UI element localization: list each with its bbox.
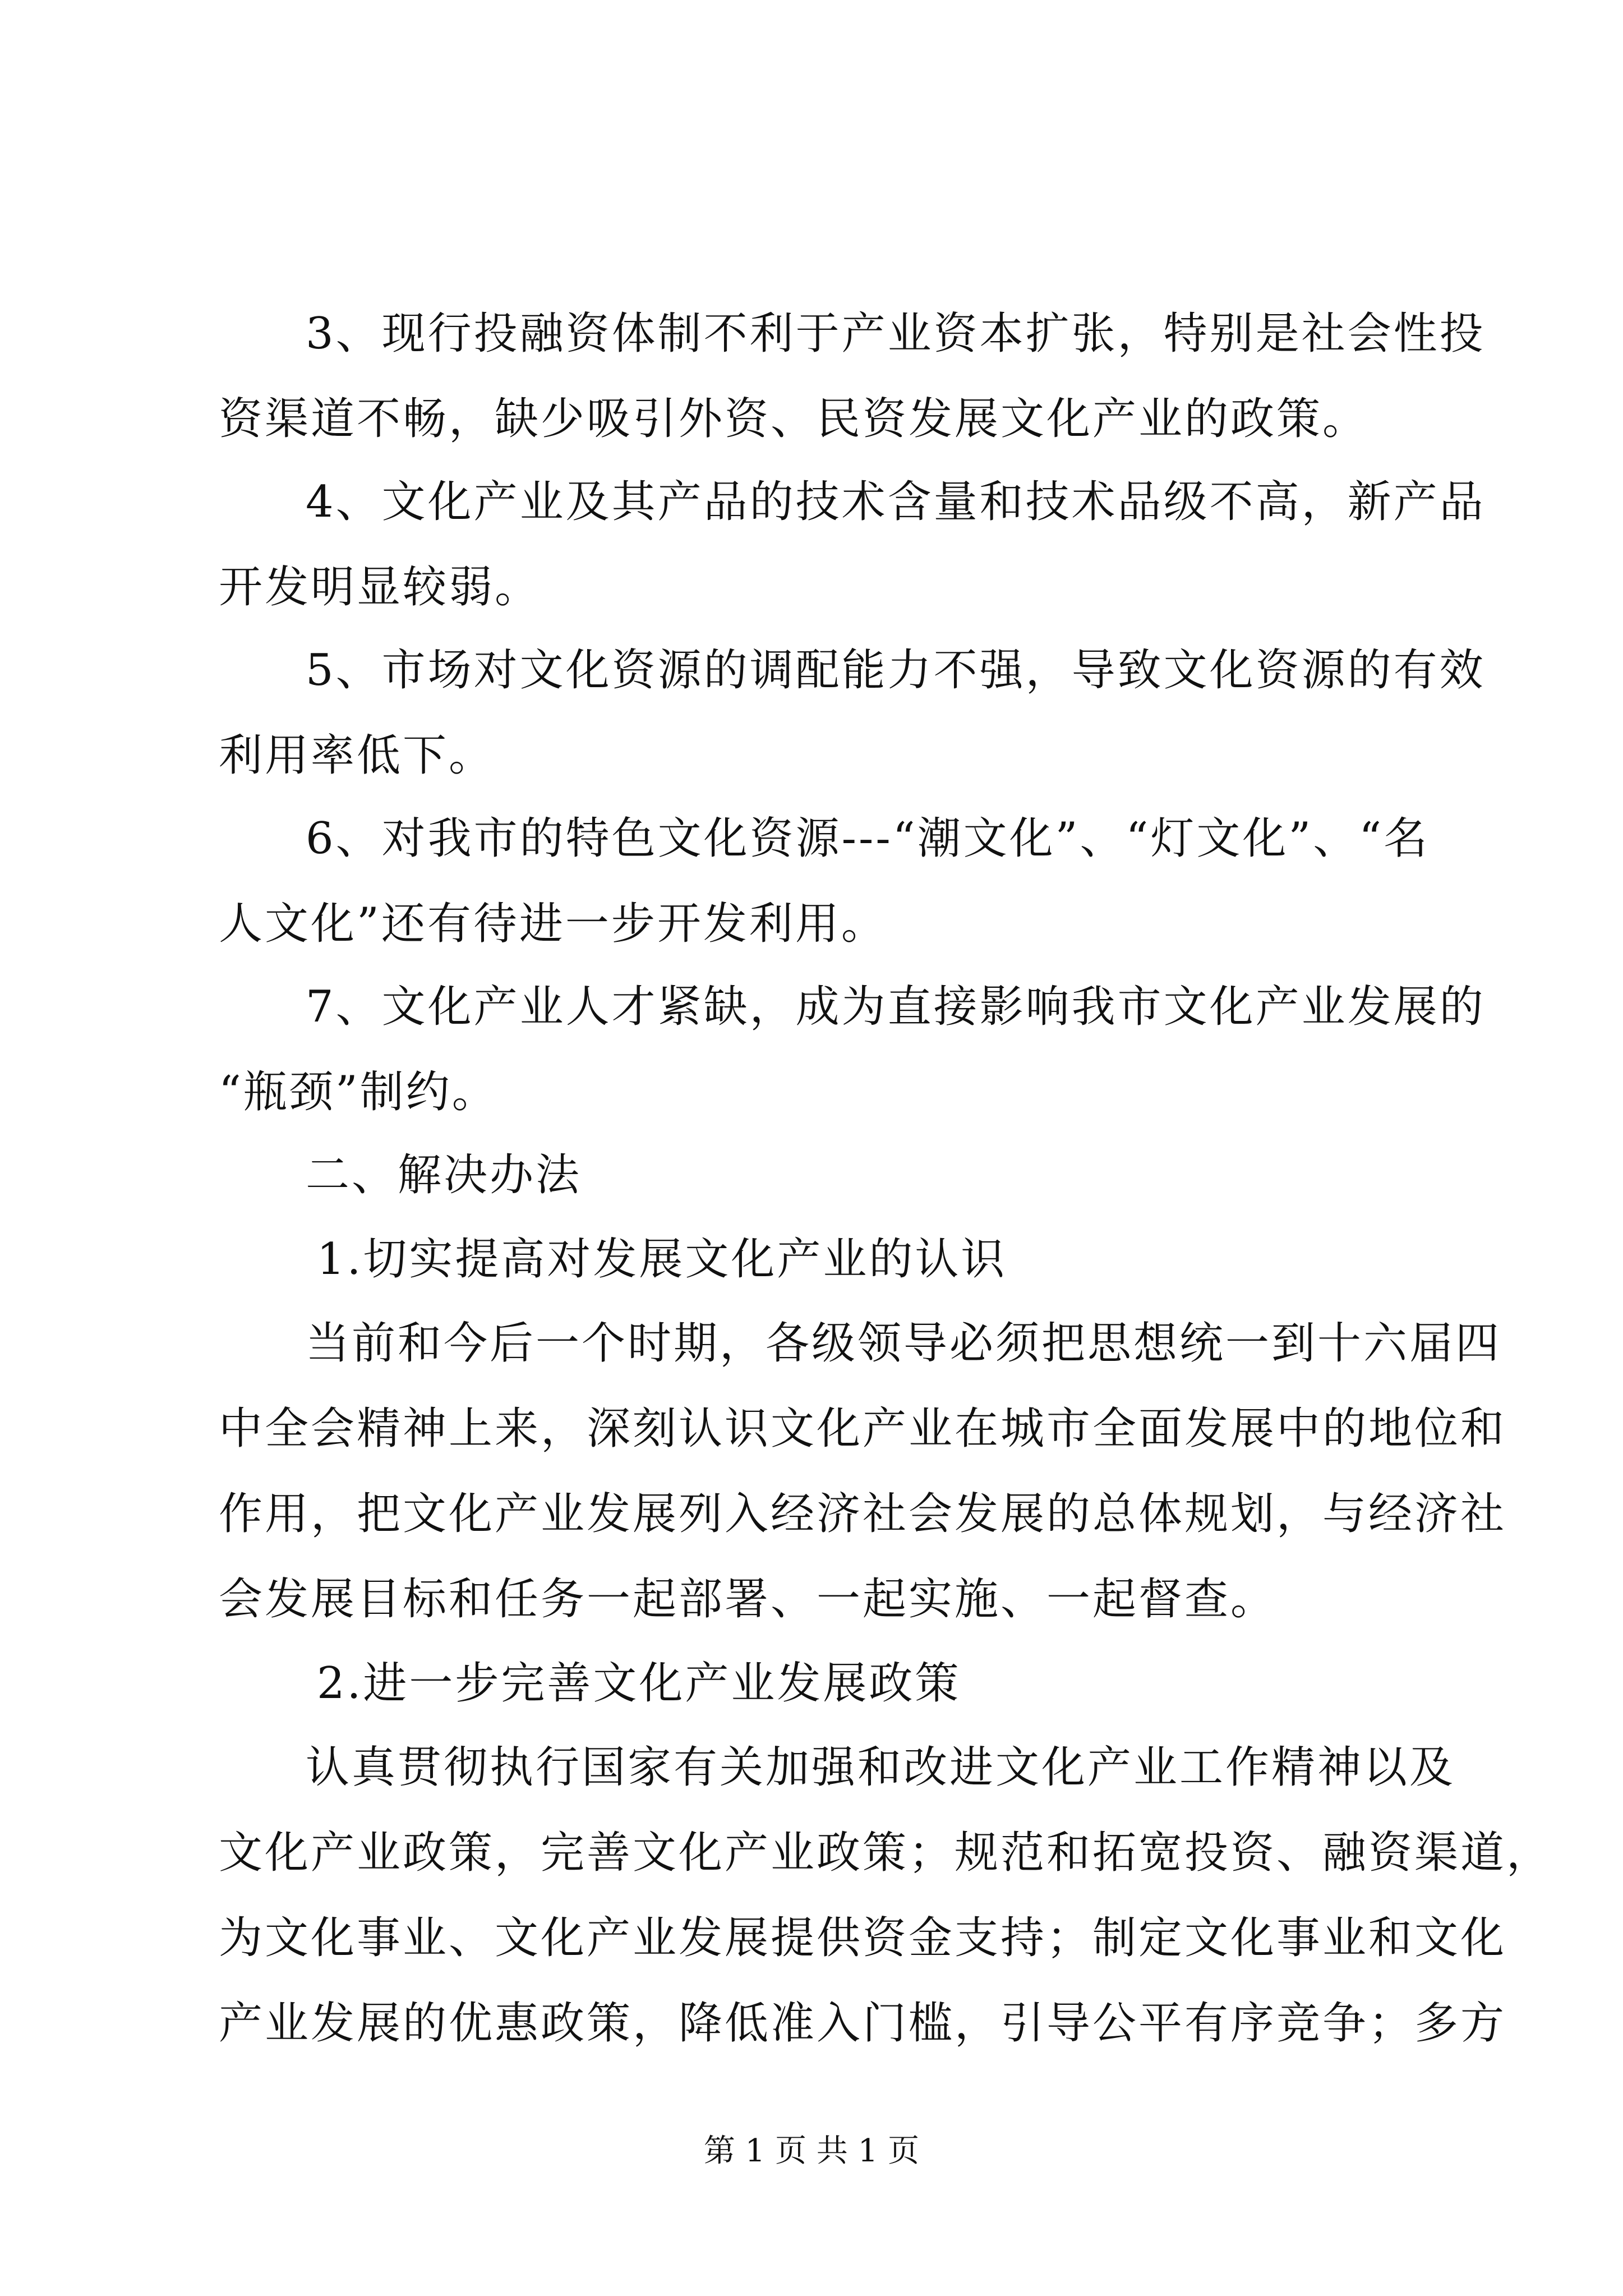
page-footer: 第 1 页 共 1 页 [703, 2133, 920, 2169]
para-8-line-4: 会发展目标和任务一起部署、一起实施、一起督查。 [219, 1574, 1277, 1625]
para-5-line-1: 7、文化产业人才紧缺，成为直接影响我市文化产业发展的 [306, 982, 1486, 1032]
para-4-line-2: 人文化”还有待进一步开发利用。 [219, 899, 887, 949]
para-2-line-1: 4、文化产业及其产品的技术含量和技术品级不高，新产品 [306, 477, 1486, 527]
section-heading: 二、解决办法 [306, 1150, 582, 1200]
para-8-line-3: 作用，把文化产业发展列入经济社会发展的总体规划，与经济社 [219, 1489, 1507, 1539]
para-2-line-2: 开发明显较弱。 [219, 562, 541, 613]
para-5-line-2: “瓶颈”制约。 [219, 1067, 498, 1117]
para-10-line-1: 认真贯彻执行国家有关加强和改进文化产业工作精神以及 [306, 1742, 1456, 1793]
para-10-line-2: 文化产业政策，完善文化产业政策；规范和拓宽投资、融资渠道， [219, 1828, 1553, 1878]
subheading-1: 1.切实提高对发展文化产业的认识 [317, 1234, 1007, 1285]
para-4-line-1: 6、对我市的特色文化资源---“潮文化”、“灯文化”、“名 [306, 813, 1430, 864]
para-1-line-2: 资渠道不畅，缺少吸引外资、民资发展文化产业的政策。 [219, 394, 1369, 444]
para-8-line-2: 中全会精神上来，深刻认识文化产业在城市全面发展中的地位和 [219, 1404, 1507, 1454]
para-10-line-4: 产业发展的优惠政策，降低准入门槛，引导公平有序竞争；多方 [219, 1998, 1507, 2049]
para-10-line-3: 为文化事业、文化产业发展提供资金支持；制定文化事业和文化 [219, 1913, 1507, 1963]
para-3-line-2: 利用率低下。 [219, 730, 495, 781]
para-1-line-1: 3、现行投融资体制不利于产业资本扩张，特别是社会性投 [306, 309, 1486, 359]
para-3-line-1: 5、市场对文化资源的调配能力不强，导致文化资源的有效 [306, 645, 1486, 696]
para-8-line-1: 当前和今后一个时期，各级领导必须把思想统一到十六届四 [306, 1318, 1502, 1369]
subheading-2: 2.进一步完善文化产业发展政策 [317, 1658, 961, 1709]
